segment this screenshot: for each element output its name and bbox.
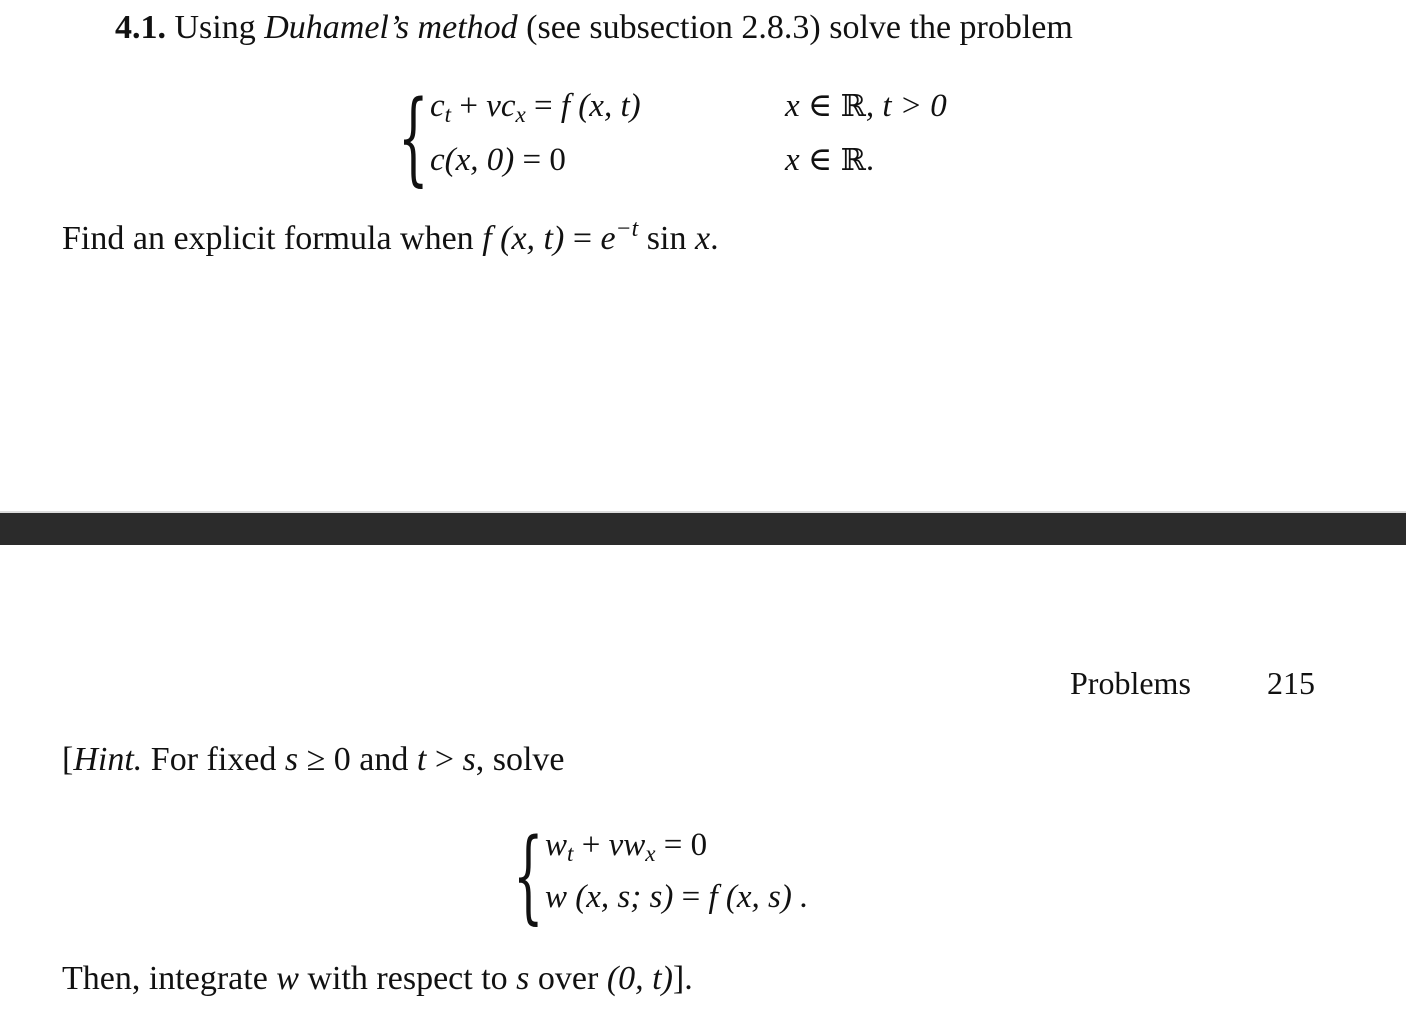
- then-text: Then, integrate: [62, 960, 268, 997]
- sub-x: x: [515, 100, 526, 127]
- system-equation-1: [430, 86, 641, 126]
- hint-open-bracket: [: [62, 741, 74, 778]
- cond-var: x: [785, 142, 800, 178]
- cond-rest: .: [865, 142, 875, 178]
- over-text: over: [537, 960, 599, 997]
- equals: =: [663, 827, 683, 863]
- with-text: with respect to: [307, 960, 508, 997]
- plus-op: +: [459, 88, 478, 124]
- hint-line: [62, 740, 565, 780]
- interval: (0, t): [606, 960, 673, 997]
- exp-power: −t: [615, 215, 639, 242]
- running-head-page: 215: [1267, 665, 1315, 701]
- running-head-section: Problems: [1070, 665, 1191, 701]
- var-w: w: [276, 960, 299, 997]
- system-condition-2: [785, 140, 874, 181]
- var-t: t: [416, 741, 427, 778]
- system-brace: {: [398, 80, 429, 198]
- problem-statement: [115, 8, 1073, 48]
- find-equals: =: [572, 220, 593, 257]
- find-f: f (x, t): [482, 220, 565, 257]
- find-end: .: [710, 220, 719, 257]
- problem-intro-after: (see subsection 2.8.3) solve the problem: [526, 9, 1073, 46]
- cond-var: x: [785, 88, 800, 124]
- system-equation-2: [430, 140, 566, 180]
- problem-intro-before: Using: [174, 9, 256, 46]
- var-s: s: [284, 741, 299, 778]
- sub-x: x: [645, 839, 656, 866]
- term-vc: vc: [486, 88, 516, 124]
- var-s: s: [516, 960, 530, 997]
- hint-system-brace: {: [513, 818, 544, 936]
- greater-than: >: [434, 741, 455, 778]
- system-condition-1: [785, 86, 947, 127]
- find-line: [62, 215, 719, 259]
- hint-geq: ≥ 0 and: [306, 741, 409, 778]
- problem-number: 4.1.: [115, 9, 166, 46]
- rhs-f: f (x, t): [560, 88, 641, 124]
- reals-symbol: ℝ: [840, 89, 866, 124]
- hint-label: Hint.: [73, 741, 143, 778]
- sub-t: t: [444, 100, 452, 127]
- sin-fn: sin: [646, 220, 687, 257]
- reals-symbol: ℝ: [840, 143, 866, 178]
- term-c: c: [430, 88, 445, 124]
- initial-rhs: 0: [549, 142, 566, 178]
- element-of: ∈: [807, 142, 833, 178]
- equals: =: [522, 142, 542, 178]
- hint-text: For fixed: [150, 741, 277, 778]
- page-separator: [0, 511, 1406, 545]
- term-vw: vw: [608, 827, 646, 863]
- initial-lhs: c(x, 0): [430, 142, 515, 178]
- equals: =: [681, 879, 701, 915]
- equals: =: [534, 88, 553, 124]
- sin-arg: x: [694, 220, 711, 257]
- hint-solve: , solve: [475, 741, 565, 778]
- var-s: s: [462, 741, 476, 778]
- then-line: [62, 959, 693, 999]
- hint-rhs: f (x, s) .: [708, 879, 809, 915]
- hint-equation-1: [545, 825, 707, 865]
- hint-lhs: w (x, s; s): [545, 879, 674, 915]
- find-text: Find an explicit formula when: [62, 220, 474, 257]
- sub-t: t: [567, 839, 574, 866]
- hint-close: ].: [672, 960, 693, 997]
- exp-base: e: [600, 220, 616, 257]
- plus-op: +: [581, 827, 601, 863]
- element-of: ∈: [807, 88, 833, 124]
- method-name: Duhamel’s method: [264, 9, 518, 46]
- term-w: w: [545, 827, 568, 863]
- cond-rest: , t > 0: [865, 88, 947, 124]
- hint-equation-2: [545, 877, 808, 917]
- rhs-zero: 0: [690, 827, 708, 863]
